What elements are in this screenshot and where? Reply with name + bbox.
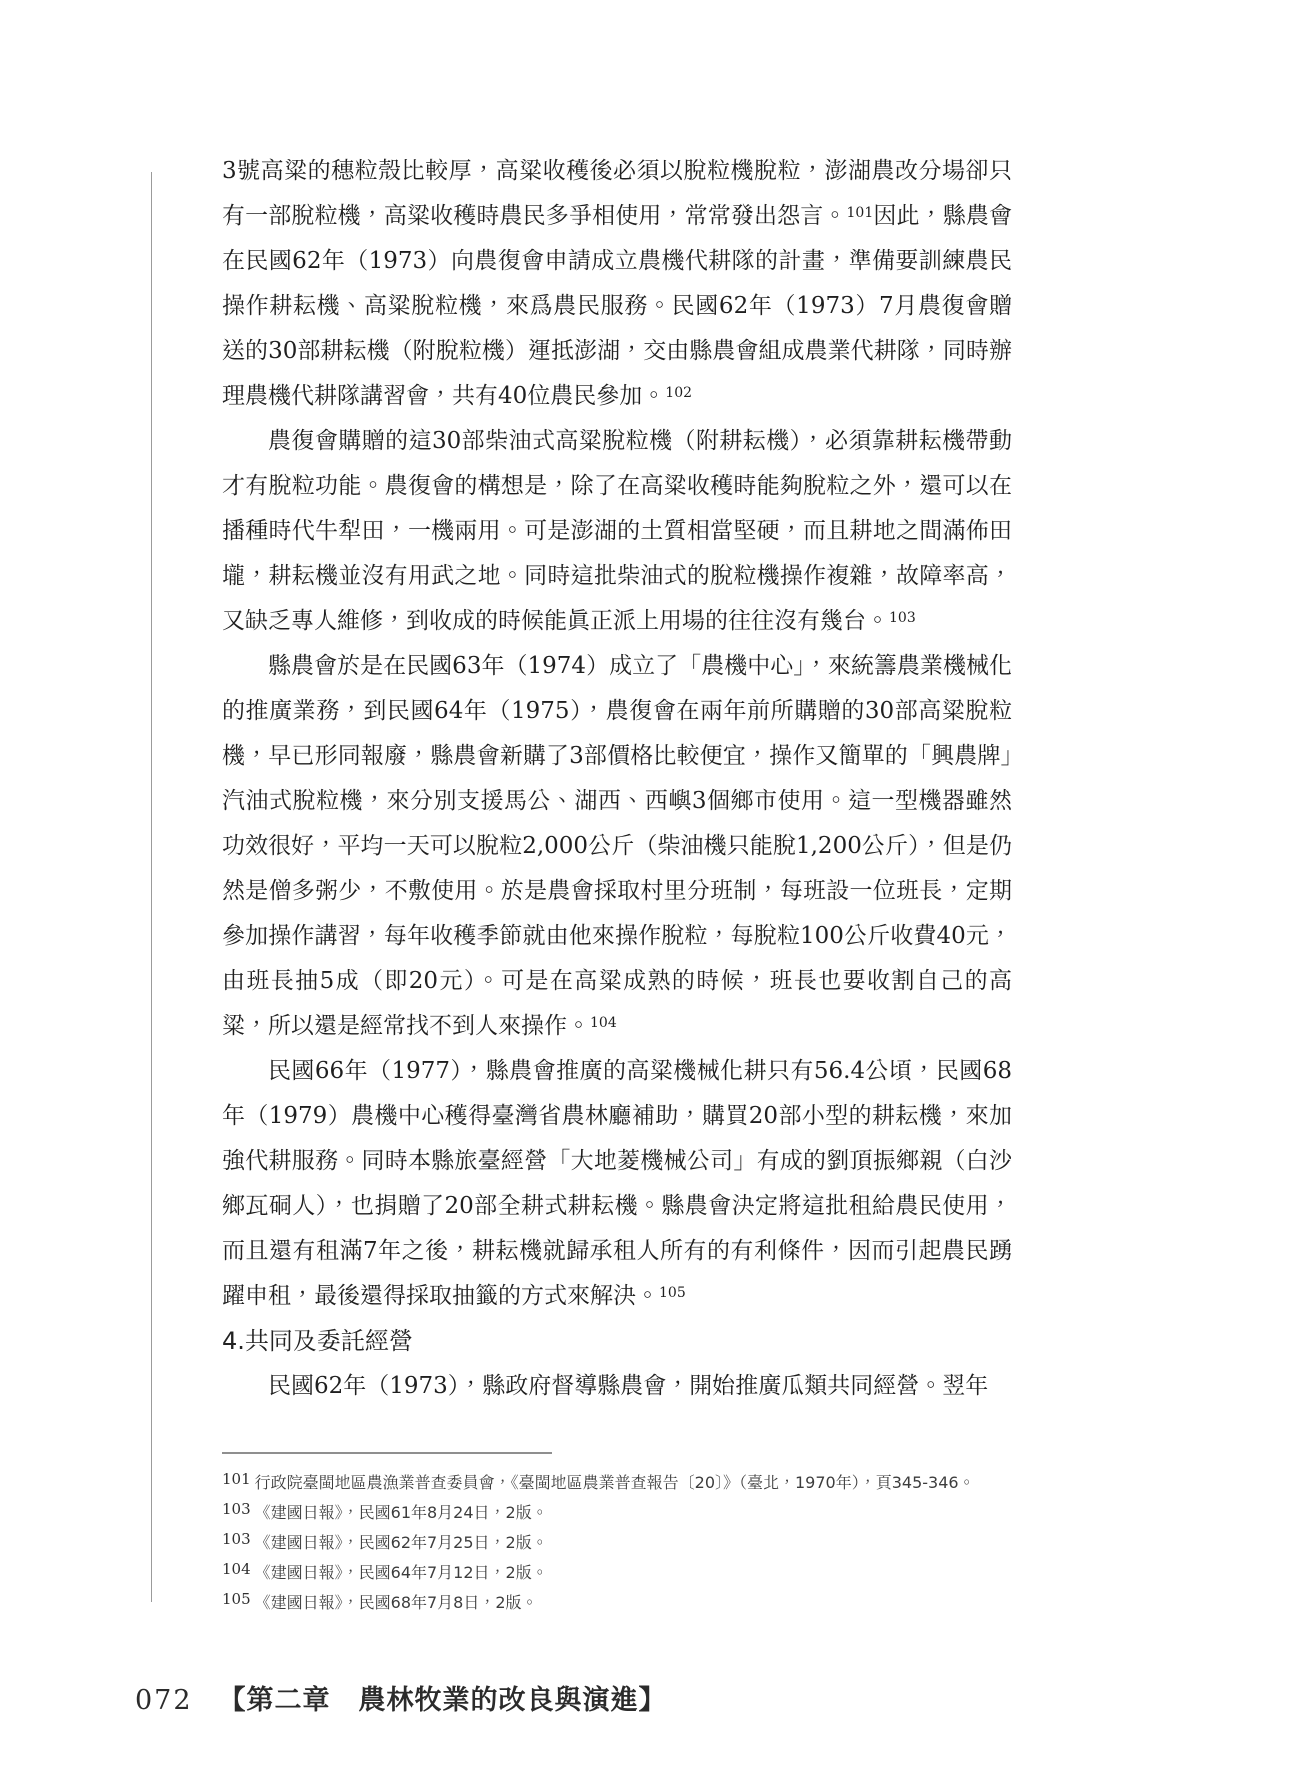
body-paragraph: 農復會購贈的這30部柴油式高粱脫粒機（附耕耘機），必須靠耕耘機帶動才有脫粒功能。農復會的構想是，除了在高粱收穫時能夠脫粒之外，還可以在播種時代牛犁田，一機兩用。可是澎湖的土質相當堅硬，而且耕地之間滿佈田壠，耕耘機並沒有用武之地。同時這批柴油式的脫粒機操作複雜，故障率高，又缺乏專人維修，到收成的時候能眞正派上用場的往往沒有幾台。$^{103}$ (222, 428, 1012, 634)
body-paragraph: 縣農會於是在民國63年（1974）成立了「農機中心」，來統籌農業機械化的推廣業務，到民國64年（1975），農復會在兩年前所購贈的30部高粱脫粒機，早已形同報廢，縣農會新購了3部價格比較便宜，操作又簡單的「興農牌」汽油式脫粒機，來分別支援馬公、湖西、西嶼3個鄉市使用。這一型機器雖然功效很好，平均一天可以脫粒2,000公斤（柴油機只能脫1,200公斤），但是仍然是僧多粥少，不敷使用。於是農會採取村里分班制，每班設一位班長，定期參加操作講習，每年收穫季節就由他來操作脫粒，每脫粒100公斤收費40元，由班長抽5成（即20元）。可是在高粱成熟的時候，班長也要收割自己的高粱，所以還是經常找不到人來操作。$^{104}$ (222, 653, 1012, 1039)
footnote-marker: 104 (590, 1015, 617, 1031)
footnote: 103 《建國日報》，民國62年7月25日，2版。 (222, 1530, 548, 1552)
section-heading: 4.共同及委託經營 (222, 1327, 413, 1355)
footnote-number: 105 (222, 1590, 251, 1608)
chapter-title: 【第二章 農林牧業的改良與演進】 (218, 1685, 667, 1716)
footnote-marker: 105 (659, 1285, 686, 1301)
body-paragraph: 民國66年（1977），縣農會推廣的高粱機械化耕只有56.4公頃，民國68年（1979）農機中心穫得臺灣省農林廳補助，購買20部小型的耕耘機，來加強代耕服務。同時本縣旅臺經營「大地菱機械公司」有成的劉頂振鄉親（白沙鄉瓦硐人），也捐贈了20部全耕式耕耘機。縣農會決定將這批租給農民使用，而且還有租滿7年之後，耕耘機就歸承租人所有的有利條件，因而引起農民踴躍申租，最後還得採取抽籤的方式來解決。$^{105}$ (222, 1058, 1012, 1309)
footnote: 103 《建國日報》，民國61年8月24日，2版。 (222, 1500, 548, 1522)
footnote: 101 行政院臺閩地區農漁業普查委員會，《臺閩地區農業普查報告〔20〕》（臺北，1970年），頁345-346。 (222, 1470, 975, 1492)
page-footer (135, 1678, 667, 1717)
left-margin-rule (151, 172, 152, 1602)
footnote-number: 104 (222, 1560, 251, 1578)
body-text (222, 149, 1012, 1409)
footnote-marker: 102 (665, 385, 693, 401)
footnote-marker: 103 (889, 610, 916, 626)
body-paragraph: 民國62年（1973），縣政府督導縣農會，開始推廣瓜類共同經營。翌年 (268, 1373, 989, 1399)
footnote-separator (222, 1452, 552, 1454)
footnote-number: 103 (222, 1500, 251, 1518)
footnote-marker: 101 (846, 205, 874, 221)
footnote-number: 103 (222, 1530, 251, 1548)
footnote: 105 《建國日報》，民國68年7月8日，2版。 (222, 1590, 538, 1612)
page-number: 072 (135, 1685, 193, 1716)
footnote-number: 101 (222, 1470, 251, 1488)
footnote: 104 《建國日報》，民國64年7月12日，2版。 (222, 1560, 548, 1582)
body-paragraph: 3號高粱的穗粒殼比較厚，高粱收穫後必須以脫粒機脫粒，澎湖農改分場卻只有一部脫粒機，高粱收穫時農民多爭相使用，常常發出怨言。$^{101}$因此，縣農會在民國62年（1973）向農復會申請成立農機代耕隊的計畫，準備要訓練農民操作耕耘機、高粱脫粒機，來爲農民服務。民國62年（1973）7月農復會贈送的30部耕耘機（附脫粒機）運抵澎湖，交由縣農會組成農業代耕隊，同時辦理農機代耕隊講習會，共有40位農民參加。$^{102}$ (222, 158, 1013, 409)
footnotes (222, 1466, 1082, 1616)
